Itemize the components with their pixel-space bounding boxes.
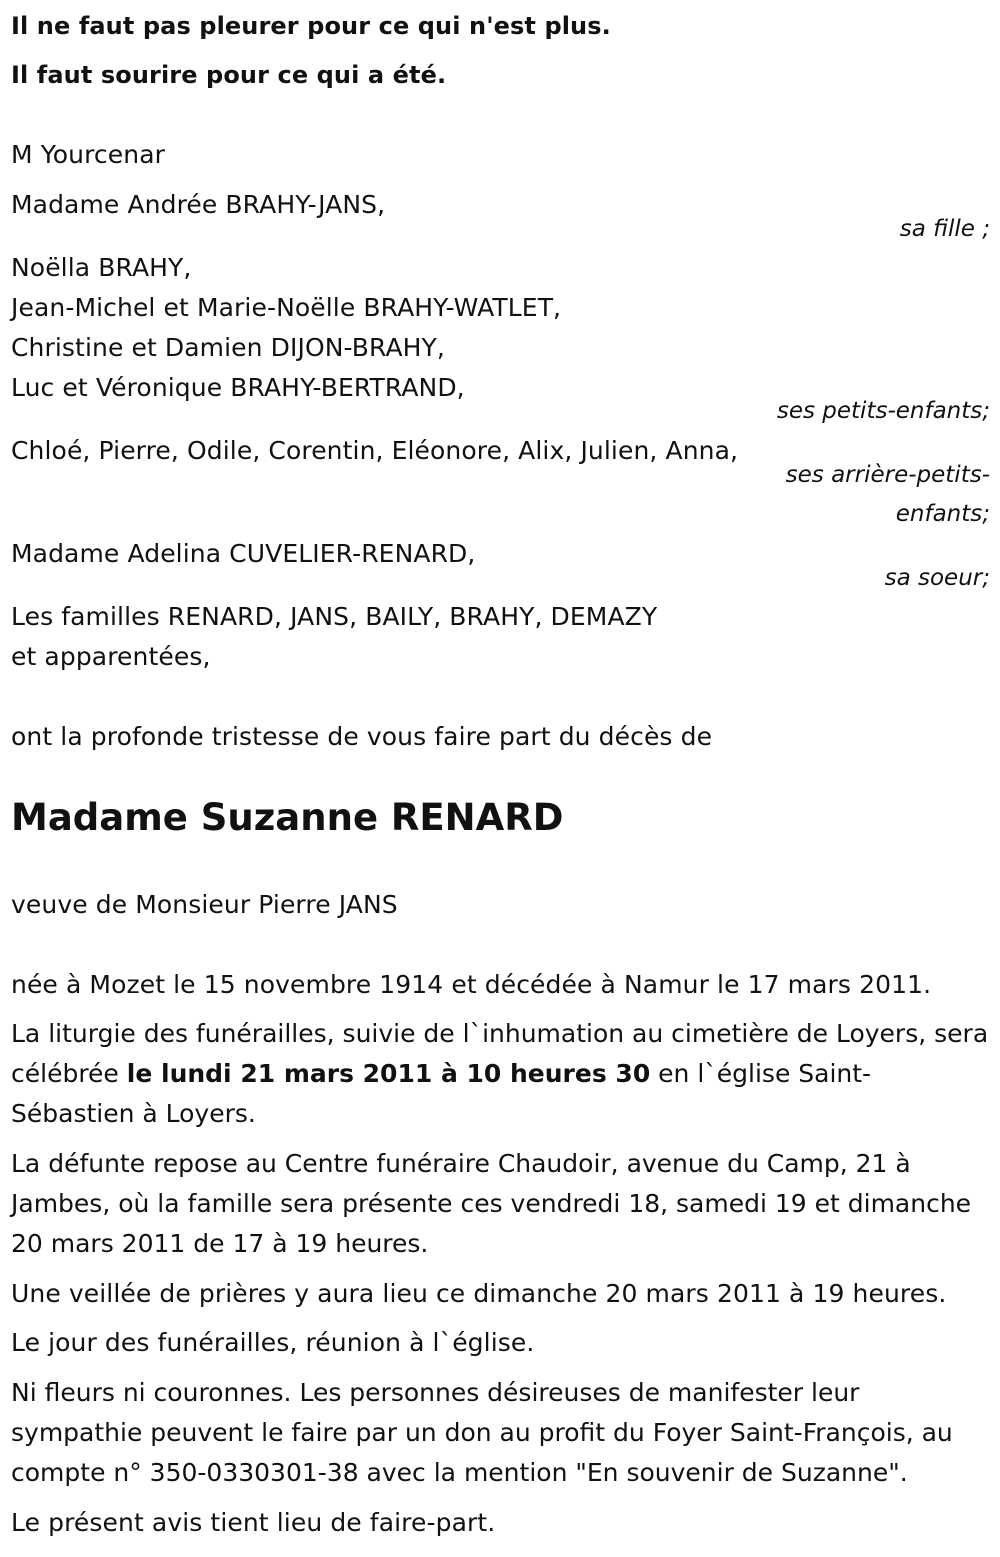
quote-author: M Yourcenar [11, 140, 166, 169]
sister-name: Madame Adelina CUVELIER-RENARD, [11, 539, 476, 568]
daughter-name: Madame Andrée BRAHY-JANS, [11, 190, 386, 219]
announcement: ont la profonde tristesse de vous faire part du décès de [11, 722, 713, 751]
rests-paragraph: La défunte repose au Centre funéraire Chaudoir, avenue du Camp, 21 à Jambes, où la famille sera présente ces vendredi 18, samedi 19 et dimanche 20 mars 2011 de 17 à 19 heures. [11, 1149, 972, 1258]
funeral-before: La liturgie des funérailles, suivie de l`inhumation au cimetière de Loyers, sera célébrée [11, 1019, 989, 1088]
families-line-2: et apparentées, [11, 642, 211, 671]
families-line-1: Les familles RENARD, JANS, BAILY, BRAHY, DEMAZY [11, 602, 658, 631]
grandchildren-role: ses petits-enfants; [776, 398, 990, 424]
funeral-after: en l`église Saint-Sébastien à Loyers. [11, 1059, 872, 1128]
funeral-paragraph [11, 1014, 991, 1134]
deceased-name: Madame Suzanne RENARD [11, 796, 564, 839]
great-grandchildren-role-1: ses arrière-petits- [785, 462, 990, 488]
notice-paragraph: Le présent avis tient lieu de faire-part. [11, 1508, 496, 1537]
grandchild-2: Jean-Michel et Marie-Noëlle BRAHY-WATLET, [11, 293, 562, 322]
meeting-paragraph: Le jour des funérailles, réunion à l`église. [11, 1328, 535, 1357]
sister-role: sa soeur; [884, 565, 990, 591]
grandchild-4: Luc et Véronique BRAHY-BERTRAND, [11, 373, 465, 402]
vigil-paragraph: Une veillée de prières y aura lieu ce dimanche 20 mars 2011 à 19 heures. [11, 1279, 947, 1308]
widow-of: veuve de Monsieur Pierre JANS [11, 890, 398, 919]
quote-line-2: Il faut sourire pour ce qui a été. [11, 61, 447, 89]
grandchild-1: Noëlla BRAHY, [11, 253, 192, 282]
born-died: née à Mozet le 15 novembre 1914 et décédée à Namur le 17 mars 2011. [11, 970, 932, 999]
quote-line-1: Il ne faut pas pleurer pour ce qui n'est plus. [11, 12, 611, 40]
great-grandchildren: Chloé, Pierre, Odile, Corentin, Eléonore, Alix, Julien, Anna, [11, 436, 739, 465]
great-grandchildren-role-2: enfants; [895, 501, 990, 527]
grandchild-3: Christine et Damien DIJON-BRAHY, [11, 333, 445, 362]
donations-paragraph: Ni fleurs ni couronnes. Les personnes désireuses de manifester leur sympathie peuvent le faire par un don au profit du Foyer Saint-François, au compte n° 350-0330301-38 avec la mention "En souvenir de Suzanne". [11, 1378, 953, 1487]
daughter-role: sa fille ; [899, 216, 990, 242]
funeral-date: le lundi 21 mars 2011 à 10 heures 30 [126, 1059, 651, 1088]
